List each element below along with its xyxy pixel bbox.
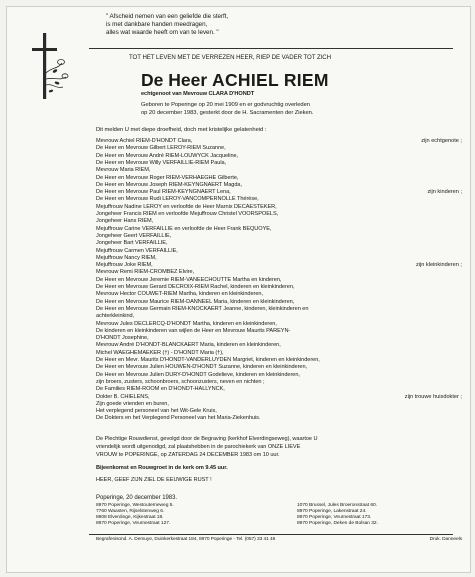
address-left: 8970 Poperinge, Westouterneweg 5. — [96, 503, 174, 508]
address-right: 8970 Poperinge, Lakenstraat 24. — [297, 509, 367, 514]
intro-line: Dit melden U met diepe droefheid, doch met kristelijke gelatenheid : — [96, 127, 267, 133]
gathering-line: Bijeenkomst en Rouwgroet in de kerk om 9.45 uur. — [96, 465, 228, 471]
address-left: 8908 Elverdinge, Kijkestraat 18. — [96, 515, 164, 520]
relation-label: zijn trouwe huisdokter ; — [404, 393, 462, 400]
mourner-line: Jongeheer Hans RIEM, — [96, 218, 154, 225]
mourner-line: Dokter B. CHIELENS, — [96, 393, 150, 400]
name-main: ACHIEL RIEM — [212, 70, 329, 90]
mourner-line: Mevrouw Achiel RIEM-D'HONDT Clara, — [96, 138, 193, 144]
mourner-line: D'HONDT Josephine, — [96, 335, 149, 342]
mourner-line: De Heer en Mevr. Maurits D'HONDT-VANDERLUYDEN Margriet, kinderen en kleinkinderen, — [96, 357, 320, 363]
mourner-line: Mejuffrouw Nancy RIEM, — [96, 254, 157, 261]
mourner-line: Mevrouw Maria RIEM, — [96, 167, 151, 174]
mourner-line: Jongeheer Geert VERFAILLIE, — [96, 232, 172, 239]
place-date: Poperinge, 20 december 1983. — [96, 495, 177, 501]
footer-undertaker: Begrafenisond. A. Demuye, Duinkerkestraat 184, 8970 Poperinge - Tel. (057) 33 41 46 — [96, 537, 276, 542]
mourner-line: Mejuffrouw Joke RIEM, — [96, 262, 153, 269]
bottom-rule — [89, 534, 453, 535]
mourner-line: De kinderen en kleinkinderen van wijlen de Heer en Mevrouw Maurits PAREYN- — [96, 327, 291, 334]
mourner-line: De Heer en Mevrouw Julien DURY-D'HONDT Godelieve, kinderen en kleinkinderen, — [96, 371, 300, 378]
mourner-line: zijn broers, zusters, schoonbroers, schoonzusters, neven en nichten ; — [96, 378, 265, 385]
mourner-line: De Heer en Mevrouw Gerard DECROIX-RIEM Rachel, kinderen en kleinkinderen, — [96, 284, 295, 290]
lead-line: TOT HET LEVEN MET DE VERREZEN HEER, RIEP DE VADER TOT ZICH — [129, 54, 331, 61]
mourner-line: Mejuffrouw Carine VERFAILLIE en verloofde de Heer Frank BEQUOYE, — [96, 225, 272, 232]
relation-label: zijn echtgenote ; — [421, 138, 462, 144]
verse-line: alles wat waarde heeft om van te leven. " — [106, 29, 219, 36]
deceased-name — [141, 71, 329, 90]
birth-line: Geboren te Poperinge op 20 mei 1909 en er godvruchtig overleden — [141, 102, 310, 108]
address-right: 1070 Brussel, Jules Broeronstraat 60. — [297, 503, 377, 508]
name-prefix: De Heer — [141, 70, 208, 90]
mourner-line: De Heer en Mevrouw Maurice RIEM-DANNEEL Maria, kinderen en kleinkinderen, — [96, 298, 295, 305]
mourner-line: De Heer en Mevrouw Gilbert LEROY-RIEM Suzanne, — [96, 145, 226, 152]
mourner-line: De Heer en Mevrouw Jeremie RIEM-VANEECHOUTTE Martha en kinderen, — [96, 276, 282, 283]
mourner-line: Mejuffrouw Nadine LEROY en verloofde de Heer Marnix DECAESTEKER, — [96, 203, 277, 210]
mourner-line: De Heer en Mevrouw Roger RIEM-VERHAEGHE Gilberte, — [96, 174, 239, 181]
service-line: vriendelijk wordt uitgenodigd, zal plaatshebben in de parochiekerk van ONZE LIEVE — [96, 444, 301, 450]
mourner-line: De Heer en Mevrouw Julien HOUWEN-D'HONDT Suzanne, kinderen en kleinkinderen, — [96, 364, 308, 371]
mourner-line: Mevrouw Hector COUWET-RIEM Martha, kinderen en kleinkinderen, — [96, 291, 263, 298]
top-rule — [89, 48, 453, 49]
mourner-line: De Heer en Mevrouw Willy VERFAILLIE-RIEM Paula, — [96, 159, 227, 166]
mourner-line: Jongeheer Bart VERFAILLIE, — [96, 240, 168, 247]
mourner-line: Het verplegend personeel van het Wit-Gele Kruis, — [96, 408, 217, 415]
mourner-line: Mevrouw André D'HONDT-BLANCKAERT Maria, kinderen en kleinkinderen, — [96, 342, 281, 349]
spouse-line: echtgenoot van Mevrouw CLARA D'HONDT — [141, 91, 255, 97]
mourner-line: De Heer en Mevrouw Joseph RIEM-KEYNGNAERT Magda, — [96, 181, 242, 188]
service-line: De Plechtige Rouwdienst, gevolgd door de Begraving (kerkhof Elverdingseweg), waartoe U — [96, 436, 318, 442]
prayer-line: HEER, GEEF ZIJN ZIEL DE EEUWIGE RUST ! — [96, 477, 212, 483]
mourner-line: De Heer en Mevrouw André RIEM-LOUWYCK Jacqueline, — [96, 152, 239, 159]
mourner-line: Michel WAEGHEMAEKER (†) - D'HONDT Maria (†), — [96, 349, 224, 356]
mourner-line: De Heer en Mevrouw Paul RIEM-KEYNGNAERT Lena, — [96, 189, 231, 196]
address-right: 8970 Poperinge, Veurnestraat 173. — [297, 515, 372, 520]
cross-with-flowers-icon — [30, 33, 70, 101]
mourner-line: achterkleinkind, — [96, 313, 135, 320]
mourner-line: De Families RIEM-ROOM en D'HONDT-HALLYNCK, — [96, 386, 225, 393]
service-line: VROUW te POPERINGE, op ZATERDAG 24 DECEMBER 1983 om 10 uur. — [96, 452, 280, 458]
address-left: 8970 Poperinge, Veurnestraat 127. — [96, 521, 171, 526]
mourner-line: Jongeheer Francis RIEM en verloofde Mejuffrouw Christel VOORSPOELS, — [96, 211, 279, 217]
mourner-line: Mevrouw Remi RIEM-CROMBEZ Elvire, — [96, 269, 195, 276]
verse-line: is met dankbare handen meedragen, — [106, 21, 208, 28]
relation-label: zijn kinderen ; — [427, 189, 462, 196]
address-right: 8970 Poperinge, Deken de Bolsan 32. — [297, 521, 378, 526]
birth-line: op 20 december 1983, gesterkt door de H. Sacramenten der Zieken. — [141, 110, 314, 116]
mourner-line: Mevrouw Jules DECLERCQ-D'HONDT Martha, kinderen en kleinkinderen, — [96, 320, 277, 327]
mourner-line: De Heer en Mevrouw Rudi LEROY-VANCOMPERNOLLE Thérèse, — [96, 196, 259, 203]
address-left: 7760 Waasten, Rijselstenweg 6. — [96, 509, 165, 514]
mourner-line: De Heer en Mevrouw Germain RIEM-KNOCKAERT Jeanne, kinderen, kleinkinderen en — [96, 305, 309, 312]
mourner-line: Mejuffrouw Carmen VERFAILLIE, — [96, 247, 178, 254]
mourner-line: De Dokters en het Verplegend Personeel van het Maria-Ziekenhuis. — [96, 415, 261, 422]
mourner-line: Zijn goede vrienden en buren, — [96, 400, 169, 407]
verse-line: " Afscheid nemen van een geliefde die sterft, — [106, 13, 229, 20]
relation-label: zijn kleinkinderen ; — [415, 262, 462, 269]
footer-printer: Druk. Danneels — [429, 537, 462, 542]
